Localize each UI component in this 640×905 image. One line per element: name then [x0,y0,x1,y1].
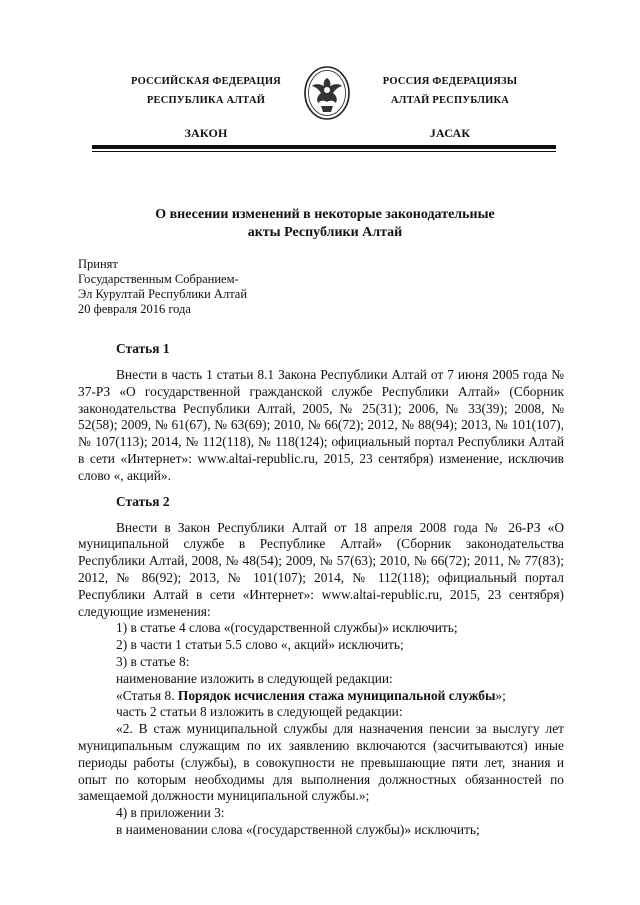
header-right-republic: АЛТАЙ РЕСПУБЛИКА [390,95,510,106]
header-rule-thin [92,151,556,152]
law-body [78,340,564,839]
article2-item3a: наименование изложить в следующей редакции: [116,670,393,686]
article2-item4: 4) в приложении 3: [116,805,225,821]
adoption-line2: Государственным Собранием- [78,272,239,286]
adoption-date: 20 февраля 2016 года [78,302,191,316]
article1-text: Внести в часть 1 статьи 8.1 Закона Республики Алтай от 7 июня 2005 года № 37-РЗ «О государственной гражданской службе Республики Алтай» (Сборник законодательства Республики Алтай, 2005, № 25(31); 2006, № 33(39); 2008, № 52(58); 2009, № 61(67), № 63(69); 2010, № 66(72); 2012, № 88(94); 2013, № 101(107), № 107(113); 2014, № 112(118), № 118(124); официальный портал Республики Алтай в сети «Интернет»: www.altai-republic.ru, 2015, 23 сентября) изменение, исключив слово «, акций». [78,367,564,483]
article2-item3: 3) в статье 8: [116,653,190,669]
law-title [90,206,560,242]
article1-heading: Статья 1 [116,341,170,356]
article2-item3b: часть 2 статьи 8 изложить в следующей редакции: [116,704,403,720]
article2-item1: 1) в статье 4 слова «(государственной службы)» исключить; [116,620,458,636]
header-left-republic: РЕСПУБЛИКА АЛТАЙ [146,95,266,106]
article2-quote [78,688,564,705]
header-left-law-label: ЗАКОН [184,126,228,140]
quote-suffix: »; [495,687,506,703]
article2-item4a: в наименовании слова «(государственной службы)» исключить; [116,821,480,837]
header-left-country: РОССИЙСКАЯ ФЕДЕРАЦИЯ [131,76,281,87]
header-rule-thick [92,145,556,149]
article2-item3c: «2. В стаж муниципальной службы для назначения пенсии за выслугу лет муниципальным служащим по их заявлению включаются (засчитываются) иные периоды работы (службы), в совокупности не превышающие пяти лет, знания и опыт по которым необходимы для выполнения должностных обязанностей по замещаемой должности муниципальной службы.»; [78,721,564,804]
header-right-law-label: JАСАК [429,126,471,140]
law-title-line1: О внесении изменений в некоторые законодательные [155,207,495,222]
quote-prefix: «Статья 8. [116,687,178,703]
article2-heading: Статья 2 [116,493,170,509]
quote-article-name: Порядок исчисления стажа муниципальной службы [177,687,496,703]
header-right-block [350,72,550,143]
article2-item2: 2) в части 1 статьи 5.5 слово «, акций» исключить; [116,637,404,653]
adoption-line3: Эл Курултай Республики Алтай [78,287,248,301]
article2-intro: Внести в Закон Республики Алтай от 18 апреля 2008 года № 26-РЗ «О муниципальной службе в Республике Алтай» (Сборник законодательства Республики Алтай, 2008, № 48(54); 2009, № 57(63); 2010, № 66(72); 2011, № 77(83); 2012, № 86(92); 2013, № 101(107); 2014, № 112(118); официальный портал Республики Алтай в сети «Интернет»: www.altai-republic.ru, 2015, 23 сентября) следующие изменения: [78,519,564,619]
altai-coat-of-arms-icon [301,64,353,122]
header-left-block [106,72,306,143]
adoption-block [78,257,247,317]
header-right-country: РОССИЯ ФЕДЕРАЦИЯЗЫ [382,76,518,87]
adoption-line1: Принят [78,257,118,271]
law-title-line2: акты Республики Алтай [247,225,403,240]
